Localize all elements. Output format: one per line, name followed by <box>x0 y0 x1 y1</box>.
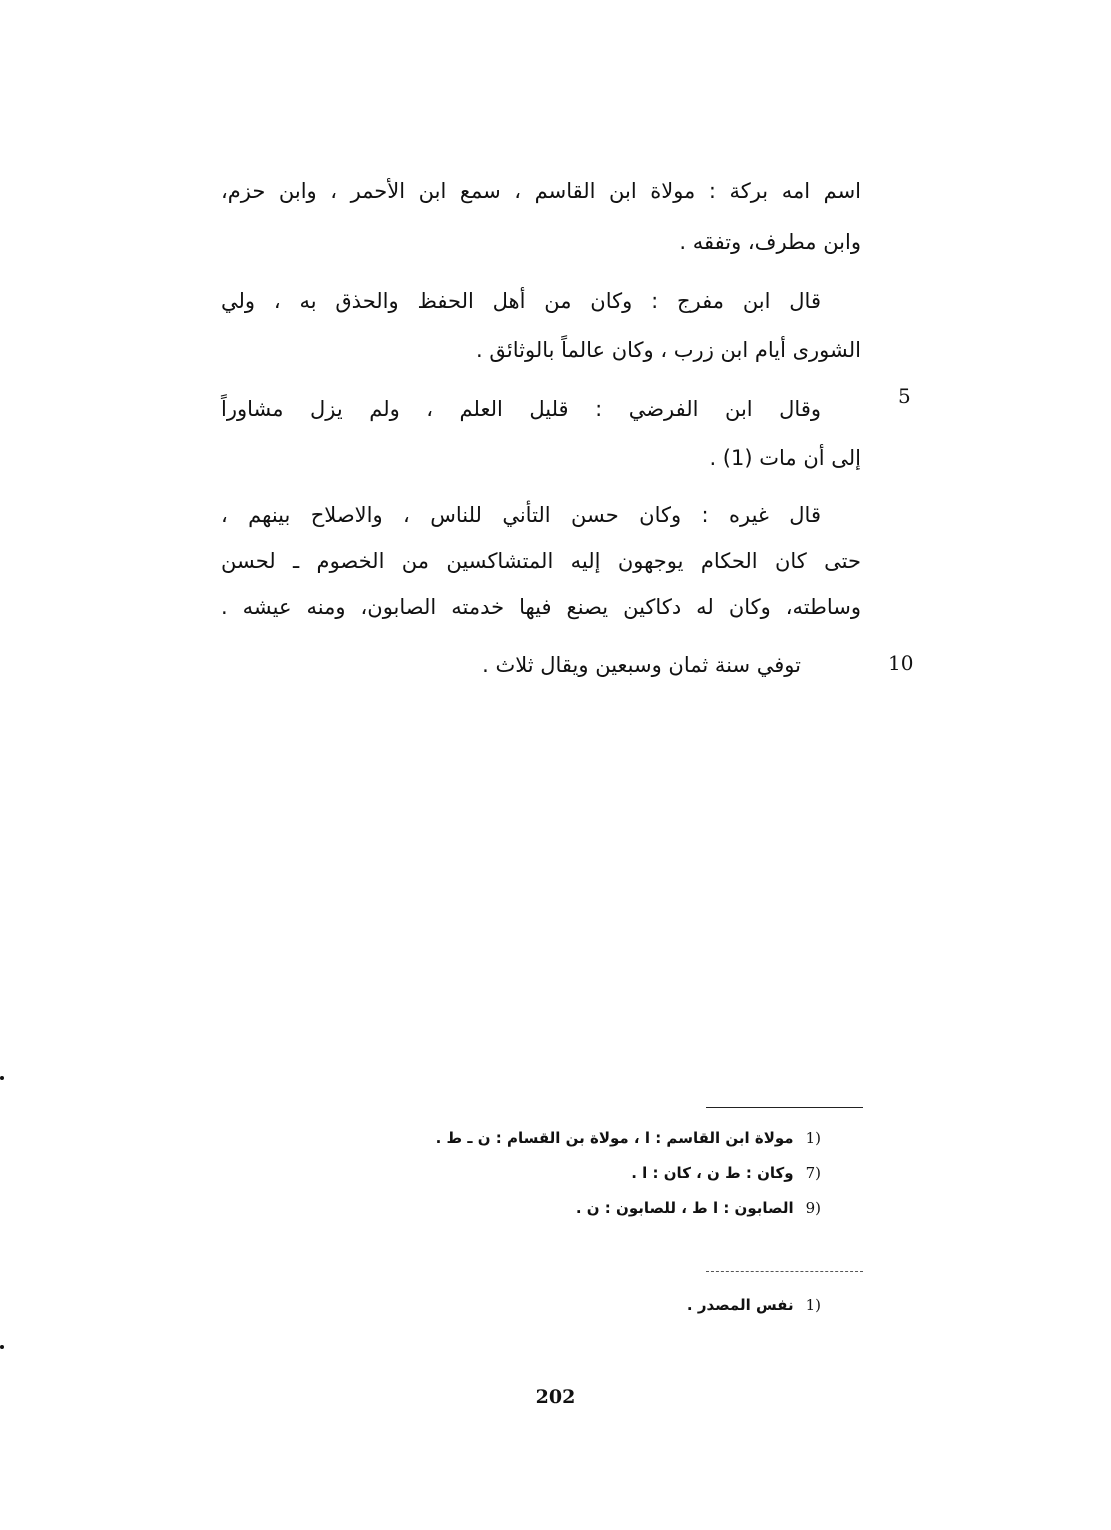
body-line-9: وساطته، وكان له دكاكين يصنع فيها خدمته الصابون، ومنه عيشه . <box>221 595 861 619</box>
variant-note-3-text: الصابون : ا ط ، للصابون : ن . <box>575 1199 794 1217</box>
body-line-3: قال ابن مفرج : وكان من أهل الحفظ والحذق به ، ولي <box>221 289 821 313</box>
line-number-5: 5 <box>898 384 911 408</box>
variant-note-2 <box>631 1162 821 1184</box>
body-line-8: حتى كان الحكام يوجهون إليه المتشاكسين من الخصوم ـ لحسن <box>221 549 861 573</box>
source-note-1 <box>687 1294 821 1316</box>
body-line-5: وقال ابن الفرضي : قليل العلم ، ولم يزل مشاوراً <box>221 397 821 421</box>
body-line-1: اسم امه بركة : مولاة ابن القاسم ، سمع ابن الأحمر ، وابن حزم، <box>221 179 861 203</box>
variant-note-1-number: 1) <box>805 1129 821 1147</box>
variant-note-3 <box>576 1197 821 1219</box>
source-note-1-text: نفس المصدر . <box>686 1296 794 1314</box>
variant-note-1-text: مولاة ابن القاسم : ا ، مولاة بن القسام : ن ـ ط . <box>435 1129 794 1147</box>
body-line-10: توفي سنة ثمان وسبعين ويقال ثلاث . <box>482 653 801 677</box>
variant-note-2-number: 7) <box>805 1164 821 1182</box>
line-number-10: 10 <box>888 651 914 675</box>
variant-note-3-number: 9) <box>805 1199 821 1217</box>
scan-speck <box>0 1345 4 1349</box>
body-line-6: إلى أن مات (1) . <box>709 446 861 470</box>
variant-notes-separator <box>706 1107 863 1108</box>
scan-speck <box>0 1076 4 1080</box>
variant-note-1 <box>436 1127 821 1149</box>
variant-note-2-text: وكان : ط ن ، كان : ا . <box>631 1164 794 1182</box>
body-line-4: الشورى أيام ابن زرب ، وكان عالماً بالوثائق . <box>476 338 861 362</box>
page-number: 202 <box>535 1386 576 1408</box>
body-line-2: وابن مطرف، وتفقه . <box>679 230 861 254</box>
source-notes-separator <box>706 1271 863 1272</box>
body-line-7: قال غيره : وكان حسن التأني للناس ، والاصلاح بينهم ، <box>221 503 821 527</box>
source-note-1-number: 1) <box>805 1296 821 1314</box>
